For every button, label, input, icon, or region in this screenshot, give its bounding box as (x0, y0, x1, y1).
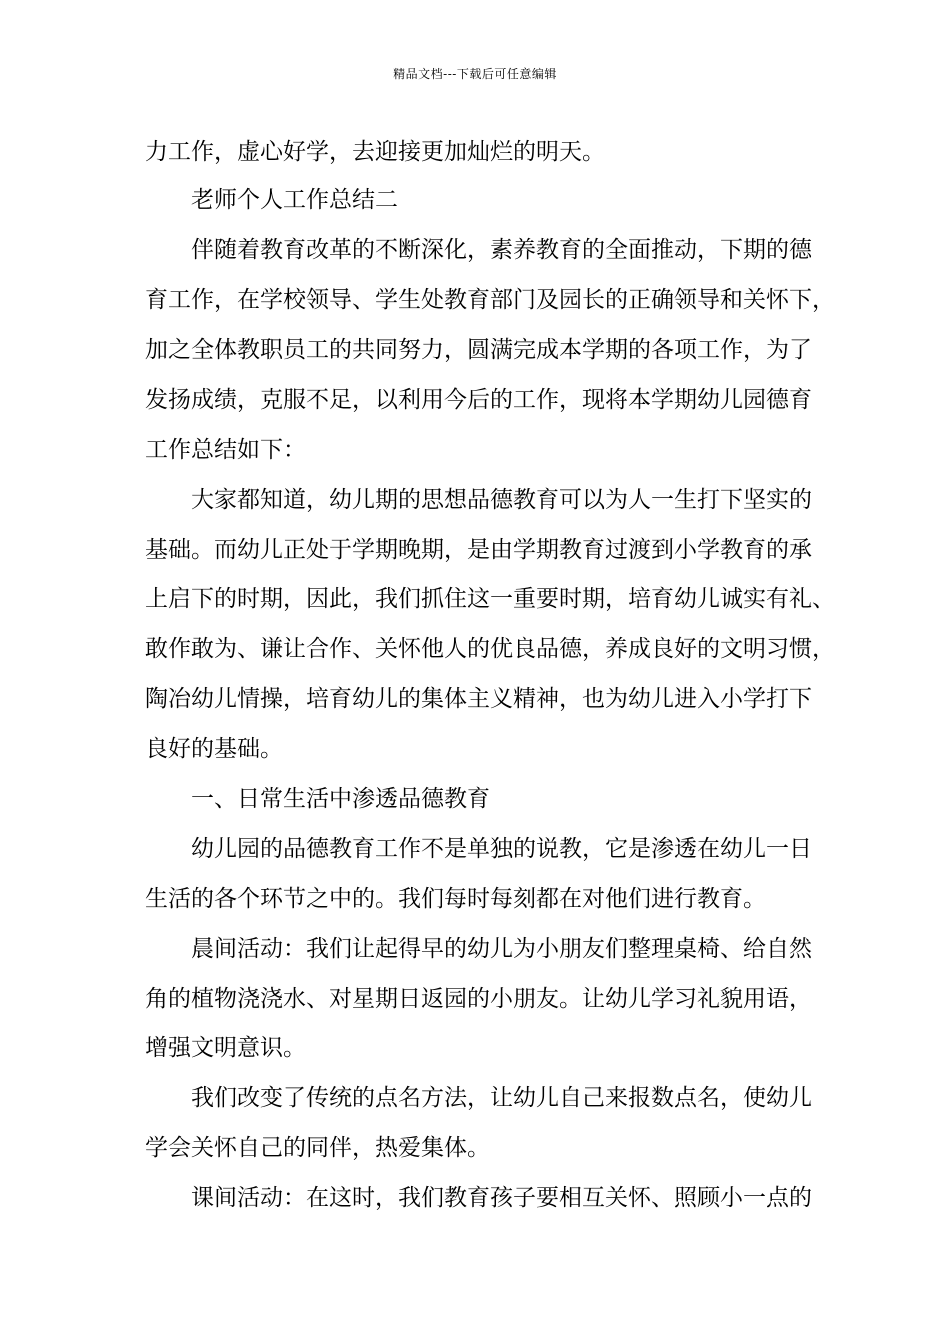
text-line: 力工作，虚心好学，去迎接更加灿烂的明天。 (145, 139, 605, 165)
text-line: 增强文明意识。 (145, 1035, 306, 1061)
text-line: 加之全体教职员工的共同努力，圆满完成本学期的各项工作，为了 (145, 337, 812, 363)
text-line: 陶冶幼儿情操，培育幼儿的集体主义精神，也为幼儿进入小学打下 (145, 686, 812, 712)
text-line: 大家都知道，幼儿期的思想品德教育可以为人一生打下坚实的 (191, 487, 812, 513)
text-line: 伴随着教育改革的不断深化，素养教育的全面推动，下期的德 (191, 237, 812, 263)
text-line: 育工作，在学校领导、学生处教育部门及园长的正确领导和关怀下， (145, 287, 835, 313)
page-header: 精品文档---下载后可任意编辑 (393, 67, 557, 81)
text-line: 角的植物浇浇水、对星期日返园的小朋友。让幼儿学习礼貌用语， (145, 986, 812, 1012)
section-title: 老师个人工作总结二 (191, 187, 398, 213)
text-line: 基础。而幼儿正处于学期晚期，是由学期教育过渡到小学教育的承 (145, 537, 812, 563)
text-line: 生活的各个环节之中的。我们每时每刻都在对他们进行教育。 (145, 886, 766, 912)
text-line: 发扬成绩，克服不足，以利用今后的工作，现将本学期幼儿园德育 (145, 387, 812, 413)
text-line: 工作总结如下： (145, 437, 306, 463)
text-line: 学会关怀自己的同伴，热爱集体。 (145, 1135, 490, 1161)
text-line: 课间活动：在这时，我们教育孩子要相互关怀、照顾小一点的 (191, 1185, 812, 1211)
section-heading: 一、日常生活中渗透品德教育 (191, 786, 490, 812)
text-line: 幼儿园的品德教育工作不是单独的说教，它是渗透在幼儿一日 (191, 836, 812, 862)
text-line: 我们改变了传统的点名方法，让幼儿自己来报数点名，使幼儿 (191, 1085, 812, 1111)
text-line: 晨间活动：我们让起得早的幼儿为小朋友们整理桌椅、给自然 (191, 936, 812, 962)
text-line: 敢作敢为、谦让合作、关怀他人的优良品德，养成良好的文明习惯， (145, 636, 835, 662)
text-line: 良好的基础。 (145, 736, 283, 762)
text-line: 上启下的时期，因此，我们抓住这一重要时期，培育幼儿诚实有礼、 (145, 586, 835, 612)
